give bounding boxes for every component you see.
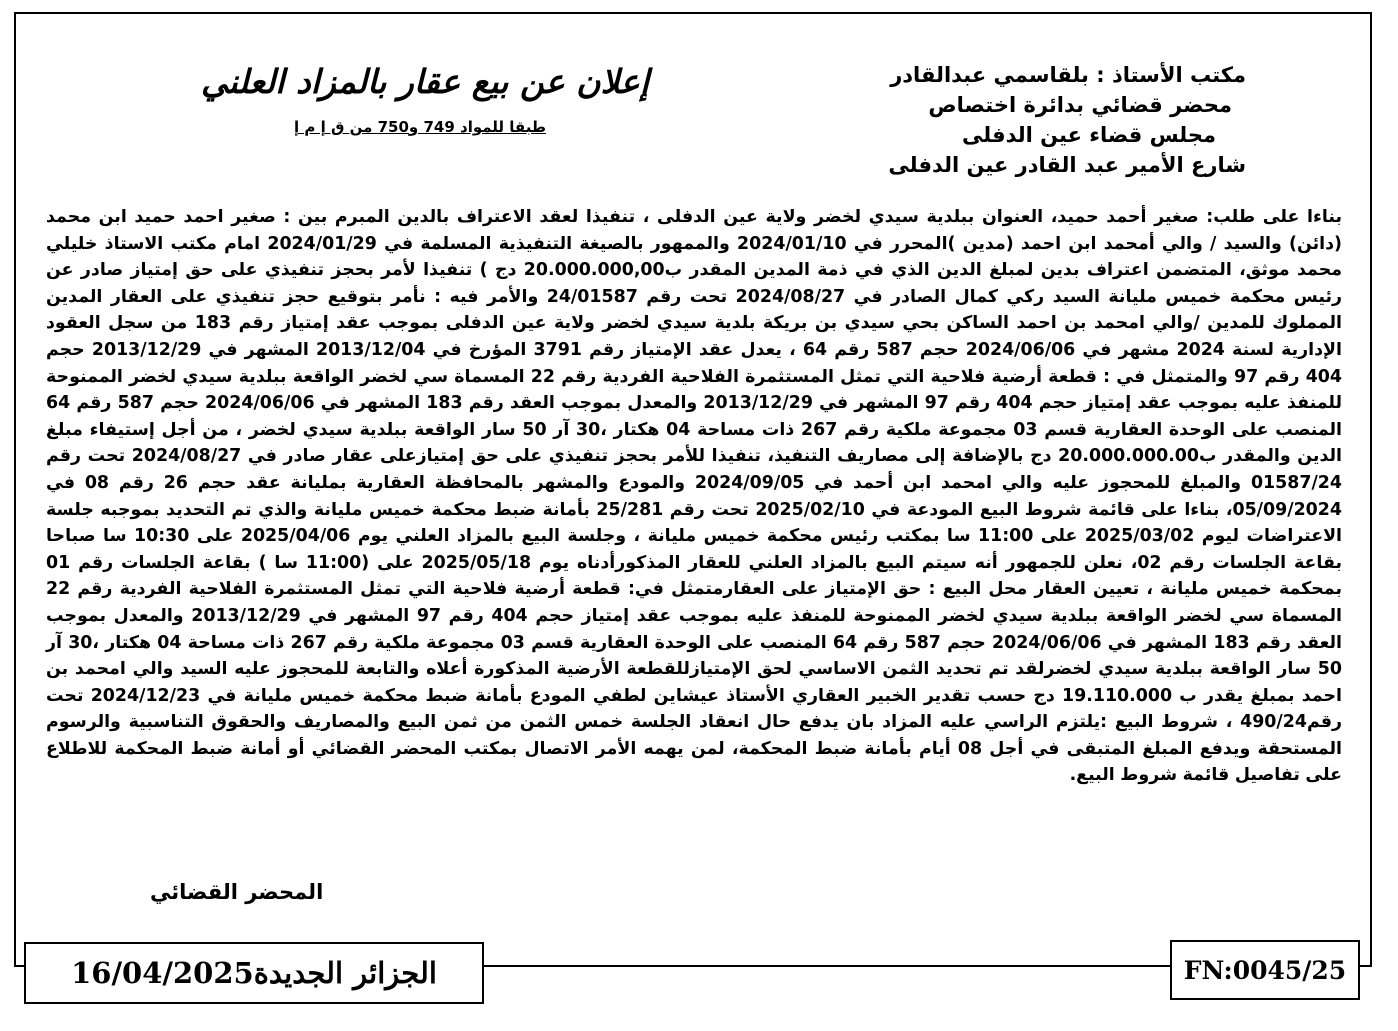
newspaper-date: الجزائر الجديدة16/04/2025 bbox=[71, 956, 437, 990]
file-number: FN:0045/25 bbox=[1183, 955, 1347, 985]
office-line-2: محضر قضائي بدائرة اختصاص bbox=[928, 93, 1232, 117]
office-line-1: مكتب الأستاذ : بلقاسمي عبدالقادر bbox=[890, 63, 1246, 87]
announcement-body: بناءا على طلب: صغير أحمد حميد، العنوان ببلدية سيدي لخضر ولاية عين الدفلى ، تنفيذا لعقد الاعتراف بالدين المبرم بين : صغير احمد حميد ابن محمد (دائن) والسيد / والي أمحمد ابن احمد (مدين )المحرر في 2024/01/10 والممهور بالصيغة التنفيذية المسلمة في 2024/01/29 امام مكتب الاستاذ خليلي محمد موثق، المتضمن اعتراف بدين لمبلغ الدين الذي في ذمة المدين المقدر ب20.000.000,00 دج ) تنفيذا لأمر بحجز تنفيذي على حق إمتياز صادر عن رئيس محكمة خميس مليانة السيد ركي كمال الصادر في 2024/08/27 تحت رقم 24/01587 والأمر فيه : نأمر بتوقيع حجز تنفيذي على العقار المدين المملوك للمدين /والي امحمد بن احمد الساكن بحي سيدي بن بريكة بلدية سيدي لخضر ولاية عين الدفلى بموجب عقد إمتياز رقم 183 من سجل العقود الإدارية لسنة 2024 مشهر في 2024/06/06 حجم 587 رقم 64 ، يعدل عقد الإمتياز رقم 3791 المؤرخ في 2013/12/04 المشهر في 2013/12/29 حجم 404 رقم 97 والمتمثل في : قطعة أرضية فلاحية التي تمثل المستثمرة الفلاحية الفردية رقم 22 المسماة سي لخضر الواقعة ببلدية سيدي لخضر الممنوحة للمنفذ عليه بموجب عقد إمتياز حجم 404 رقم 97 المشهر في 2013/12/29 والمعدل بموجب العقد رقم 183 المشهر في 2024/06/06 حجم 587 رقم 64 المنصب على الوحدة العقارية قسم 03 مجموعة ملكية رقم 267 ذات مساحة 04 هكتار ،30 آر 50 سار الواقعة ببلدية سيدي لخضر ، من أجل إستيفاء مبلغ الدين والمقدر ب20.000.000.00 دج بالإضافة إلى مصاريف التنفيذ، تنفيذا للأمر بحجز تنفيذي على حق إمتيازعلى عقار صادر في 2024/08/27 تحت رقم 01587/24 والمبلغ للمحجوز عليه والي امحمد ابن أحمد في 2024/09/05 والمودع والمشهر بالمحافظة العقارية بمليانة عقد حجم 26 رقم 08 في 05/09/2024، بناءا على قائمة شروط البيع المودعة في 2025/02/10 تحت رقم 25/281 بأمانة ضبط محكمة خميس مليانة والذي تم التحديد بموجبه جلسة الاعتراضات ليوم 2025/03/02 على 11:00 سا بمكتب رئيس محكمة خميس مليانة ، وجلسة البيع بالمزاد العلني يوم 2025/04/06 على 10:30 سا صباحا بقاعة الجلسات رقم 02، نعلن للجمهور أنه سيتم البيع بالمزاد العلني للعقار المذكورأدناه يوم 2025/05/18 على (11:00 سا ) بقاعة الجلسات رقم 01 بمحكمة خميس مليانة ، تعيين العقار محل البيع : حق الإمتياز على العقارمتمثل في: قطعة أرضية فلاحية التي تمثل المستثمرة الفلاحية الفردية رقم 22 المسماة سي لخضر الواقعة ببلدية سيدي لخضر الممنوحة للمنفذ عليه بموجب عقد إمتياز حجم 404 رقم 97 المشهر في 2013/12/29 والمعدل بموجب العقد رقم 183 المشهر في 2024/06/06 حجم 587 رقم 64 المنصب على الوحدة العقارية قسم 03 مجموعة ملكية رقم 267 ذات مساحة 04 هكتار ،30 آر 50 سار الواقعة ببلدية سيدي لخضرلقد تم تحديد الثمن الاساسي لحق الإمتيازللقطعة الأرضية المذكورة أعلاه والتابعة للمحجوز عليه السيد والي امحمد بن احمد بمبلغ يقدر ب 19.110.000 دج حسب تقدير الخبير العقاري الأستاذ عيشاين لطفي المودع بأمانة ضبط محكمة خميس مليانة في 2024/12/23 تحت رقم490/24 ، شروط البيع :يلتزم الراسي عليه المزاد بان يدفع حال انعقاد الجلسة خمس الثمن من ثمن البيع والمصاريف والحقوق التناسبية والرسوم المستحقة ويدفع المبلغ المتبقى في أجل 08 أيام بأمانة ضبط المحكمة، لمن يهمه الأمر الاتصال بمكتب المحضر القضائي أو أمانة ضبط المحكمة للاطلاع على تفاصيل قائمة شروط البيع. bbox=[46, 207, 1343, 786]
bailiff-office-header bbox=[826, 60, 1246, 180]
announcement-subtitle: طبقا للمواد 749 و750 من ق إ م إ bbox=[294, 118, 546, 136]
newspaper-date-box bbox=[24, 942, 484, 1004]
office-line-4: شارع الأمير عبد القادر عين الدفلى bbox=[888, 153, 1246, 177]
announcement-title: إعلان عن بيع عقار بالمزاد العلني bbox=[200, 62, 650, 101]
office-line-3: مجلس قضاء عين الدفلى bbox=[962, 123, 1216, 147]
file-number-box bbox=[1170, 940, 1360, 1000]
signature: المحضر القضائي bbox=[150, 880, 324, 904]
